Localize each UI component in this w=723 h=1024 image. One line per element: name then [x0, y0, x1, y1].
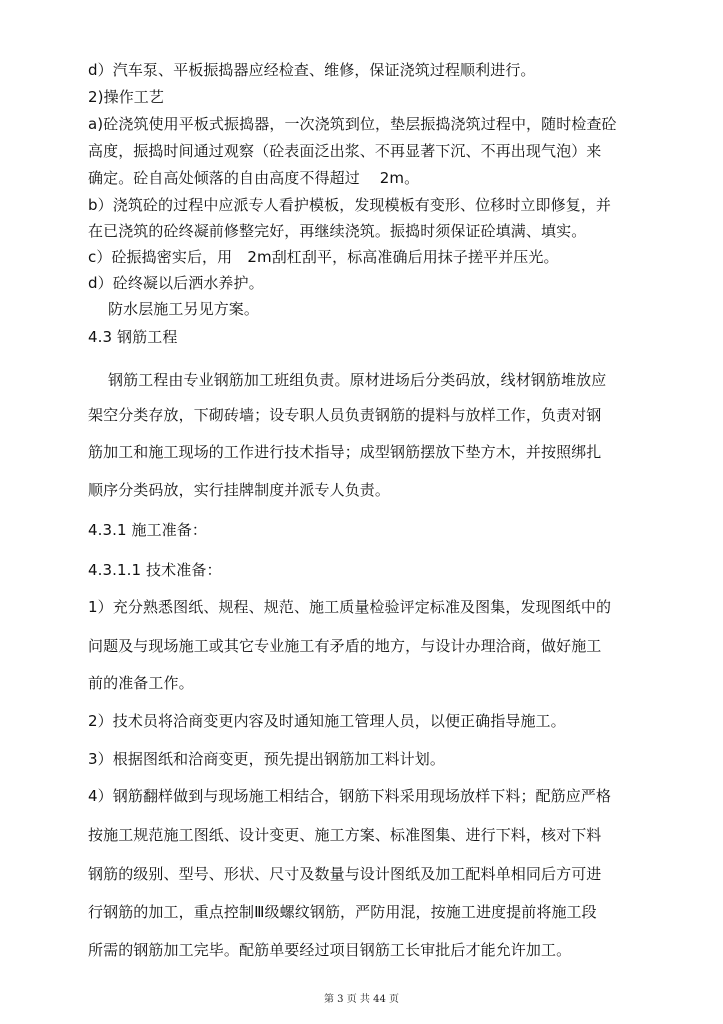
text-line: b）浇筑砼的过程中应派专人看护模板，发现模板有变形、位移时立即修复，并 [88, 196, 612, 214]
text-line: 钢筋的级别、型号、形状、尺寸及数量与设计图纸及加工配料单相同后方可进 [88, 865, 602, 883]
text-line: 4）钢筋翻样做到与现场施工相结合，钢筋下料采用现场放样下料；配筋应严格 [88, 787, 612, 805]
text-line: 1）充分熟悉图纸、规程、规范、施工质量检验评定标准及图集，发现图纸中的 [88, 598, 612, 616]
text-line: 确定。砼自高处倾落的自由高度不得超过 2m。 [88, 169, 420, 187]
text-line: 在已浇筑的砼终凝前修整完好，再继续浇筑。振捣时须保证砼填满、填实。 [88, 222, 587, 240]
text-line: 所需的钢筋加工完毕。配筋单要经过项目钢筋工长审批后才能允许加工。 [88, 941, 572, 959]
text-line: 防水层施工另见方案。 [108, 300, 260, 318]
text-line: 2）技术员将洽商变更内容及时通知施工管理人员，以便正确指导施工。 [88, 712, 566, 730]
text-line: 前的准备工作。 [88, 674, 194, 692]
page-number-footer: 第 3 页 共 44 页 [324, 994, 399, 1005]
text-line: 顺序分类码放，实行挂牌制度并派专人负责。 [88, 481, 391, 499]
text-line: c）砼振捣密实后，用 2m刮杠刮平，标高准确后用抹子搓平并压光。 [88, 248, 559, 266]
text-line: 架空分类存放，下砌砖墙；设专职人员负责钢筋的提料与放样工作，负责对钢 [88, 406, 602, 424]
section-heading: 4.3 钢筋工程 [88, 328, 178, 346]
text-line: d）砼终凝以后洒水养护。 [88, 274, 264, 292]
section-heading: 4.3.1 施工准备： [88, 521, 208, 539]
text-line: 行钢筋的加工，重点控制Ⅲ级螺纹钢筋，严防用混，按施工进度提前将施工段 [88, 903, 597, 921]
text-line: 3）根据图纸和洽商变更，预先提出钢筋加工料计划。 [88, 750, 445, 768]
text-line: 高度，振捣时间通过观察（砼表面泛出浆、不再显著下沉、不再出现气泡）来 [88, 142, 602, 160]
text-line: d）汽车泵、平板振捣器应经检查、维修，保证浇筑过程顺利进行。 [88, 61, 536, 79]
text-line: 筋加工和施工现场的工作进行技术指导；成型钢筋摆放下垫方木，并按照绑扎 [88, 443, 602, 461]
text-line: 2)操作工艺 [88, 88, 164, 106]
text-line: 按施工规范施工图纸、设计变更、施工方案、标准图集、进行下料，核对下料 [88, 826, 602, 844]
text-line: a)砼浇筑使用平板式振捣器，一次浇筑到位，垫层振捣浇筑过程中，随时检查砼 [88, 115, 617, 133]
text-line: 钢筋工程由专业钢筋加工班组负责。原材进场后分类码放，线材钢筋堆放应 [108, 371, 607, 389]
section-heading: 4.3.1.1 技术准备： [88, 561, 222, 579]
text-line: 问题及与现场施工或其它专业施工有矛盾的地方，与设计办理洽商，做好施工 [88, 637, 602, 655]
